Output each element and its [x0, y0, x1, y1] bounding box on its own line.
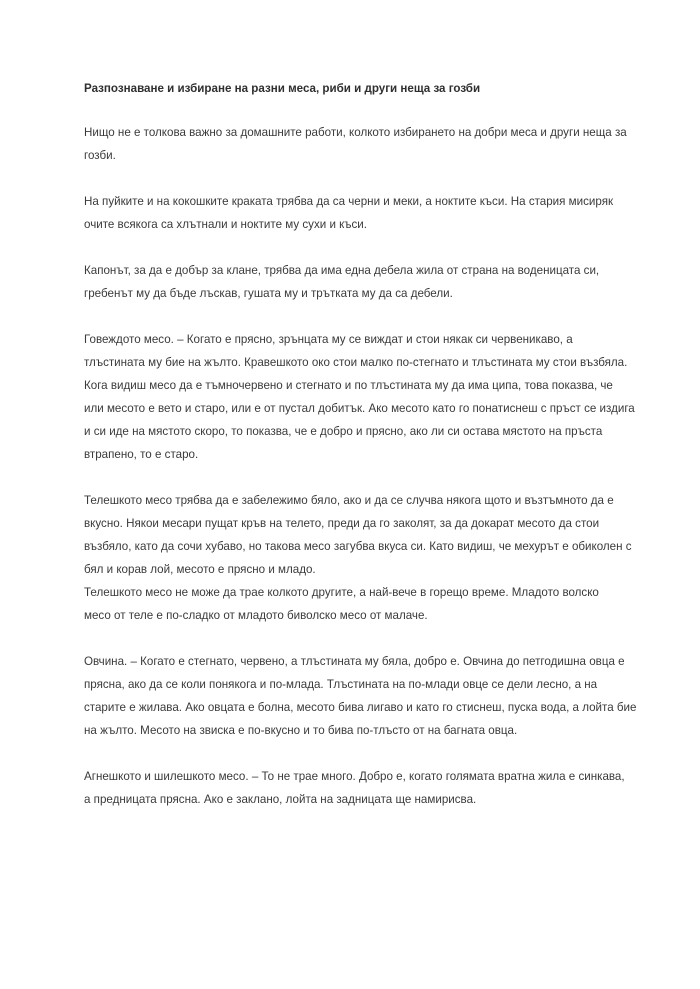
- paragraph: [84, 765, 624, 811]
- paragraph: [84, 489, 632, 581]
- document-title: Разпознаване и избиране на разни меса, риби и други неща за гозби: [84, 82, 481, 95]
- text-line: възбяло, като да сочи хубаво, но такова месо загубва вкуса си. Като видиш, че мехурът е обиколен с: [84, 540, 632, 553]
- text-line: а предницата прясна. Ако е заклано, лойта на задницата ще намирисва.: [84, 793, 477, 806]
- text-line: тлъстината му бие на жълто. Кравешкото око стои малко по-стегнато и тлъстината му стои възбяла.: [84, 356, 628, 369]
- text-line: и си иде на мястото скоро, то показва, че е добро и прясно, ако ли си остава мястото на пръста: [84, 425, 603, 438]
- text-line: гозби.: [84, 149, 116, 162]
- text-line: бял и корав лой, месото е прясно и младо.: [84, 563, 316, 576]
- text-line: Капонът, за да е добър за клане, трябва да има една дебела жила от страна на воденицата си,: [84, 264, 600, 277]
- paragraph: [84, 121, 627, 167]
- text-line: гребенът му да бъде лъскав, гушата му и трътката му да са дебели.: [84, 287, 453, 300]
- text-line: на жълто. Месото на звиска е по-вкусно и то бива по-тлъсто от на багната овца.: [84, 724, 518, 737]
- text-line: Овчина. – Когато е стегнато, червено, а тлъстината му бяла, добро е. Овчина до петгодишна овца е: [84, 655, 625, 668]
- paragraph: [84, 190, 624, 236]
- paragraph: [84, 581, 624, 627]
- text-line: или месото е вето и старо, или е от пустал добитък. Ако месото като го понатиснеш с пръст се издига: [84, 402, 635, 415]
- text-line: прясна, ако да се коли понякога и по-млада. Тлъстината на по-млади овце се дели лесно, а на: [84, 678, 598, 691]
- text-line: Кога видиш месо да е тъмночервено и стегнато и по тлъстината му да има ципа, това показва, че: [84, 379, 613, 392]
- text-line: старите е жилава. Ако овцата е болна, месото бива лигаво и като го стиснеш, пуска вода, а лойта бие: [84, 701, 637, 714]
- text-line: Телешкото месо трябва да е забележимо бяло, ако и да се случва някога щото и възтъмното да е: [84, 494, 614, 507]
- text-line: Телешкото месо не може да трае колкото другите, а най-вече в горещо време. Младото волско: [84, 586, 599, 599]
- text-line: вкусно. Някои месари пущат кръв на телето, преди да го заколят, за да докарат месото да стои: [84, 517, 600, 530]
- text-line: Говеждото месо. – Когато е прясно, зрънцата му се виждат и стои някак си червеникаво, а: [84, 333, 573, 346]
- paragraph-list: [84, 121, 637, 811]
- paragraph: [84, 259, 624, 305]
- text-line: Нищо не е толкова важно за домашните работи, колкото избирането на добри меса и други неща за: [84, 126, 627, 139]
- text-line: очите всякога са хлътнали и ноктите му сухи и къси.: [84, 218, 367, 231]
- document-body: [84, 80, 637, 834]
- paragraph: [84, 328, 635, 466]
- text-line: втрапено, то е старо.: [84, 448, 199, 461]
- text-line: Агнешкото и шилешкото месо. – То не трае много. Добро е, когато голямата вратна жила е синкава,: [84, 770, 625, 783]
- text-line: месо от теле е по-сладко от младото биволско месо от малаче.: [84, 609, 428, 622]
- paragraph: [84, 650, 637, 742]
- text-line: На пуйките и на кокошките краката трябва да са черни и меки, а ноктите къси. На стария мисиряк: [84, 195, 614, 208]
